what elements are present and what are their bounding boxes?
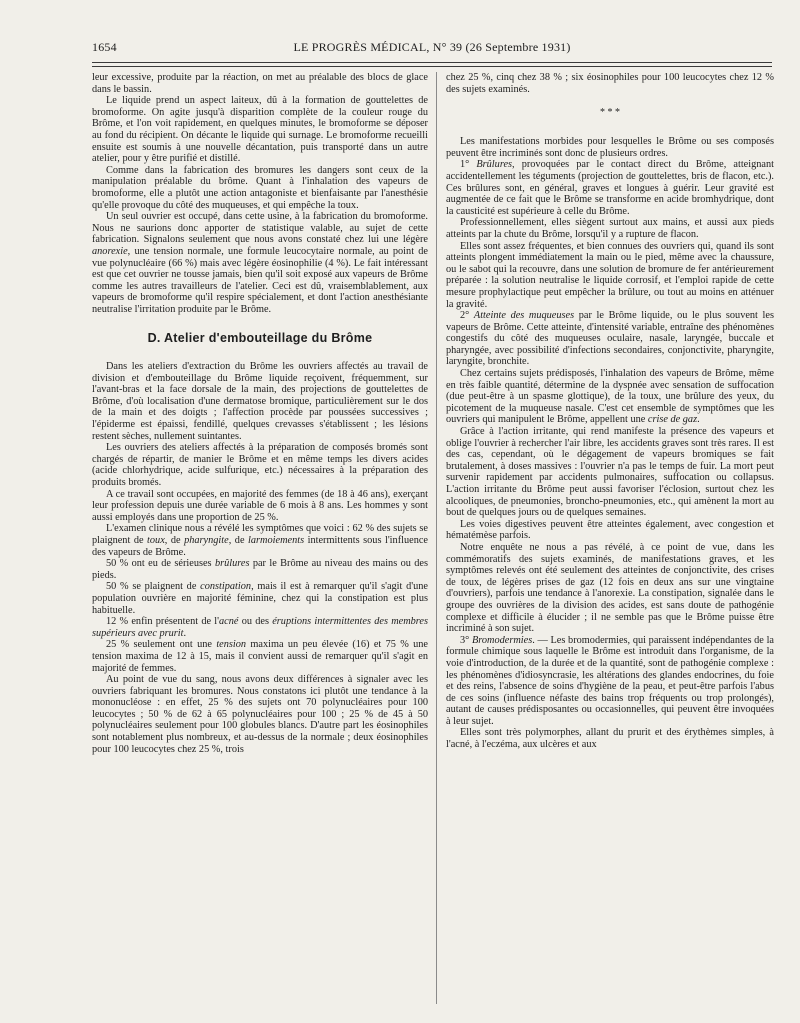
text-run: intermittents sous l'influence des vapeurs de Brôme. [92,534,428,558]
text-run: 50 % se plaignent de [106,581,201,593]
text-run: 25 % seulement ont une [106,639,217,651]
paragraph [92,639,428,674]
italic-term: pharyngite [184,534,229,546]
paragraph [446,368,774,426]
right-column [446,72,774,1004]
text-run: 1° [460,159,477,171]
paragraph [92,558,428,581]
italic-term: anorexie [92,245,128,257]
paragraph [446,159,774,217]
italic-term: tension [216,639,247,651]
paragraph [446,310,774,368]
paragraph: Elles sont très polymorphes, allant du prurit et des érythèmes simples, à l'acné, à l'eczéma, aux ulcères et aux [446,727,774,751]
paragraph [92,523,428,558]
paragraph [92,211,428,315]
paragraph: Le liquide prend un aspect laiteux, dû à la formation de gouttelettes de bromoforme. On agite jusqu'à disparition complète de la couleur rouge du Brôme, et l'on voit rapidement, en quelques minutes, le bromoforme se déposer au fond du récipient. On décante le liquide qui surnage. Le bromoforme recueilli ensuite est soumis à une nouvelle décantation, puis transporté dans un autre atelier, pour y être purifié et distillé. [92,95,428,165]
header-rule-thin [92,66,772,67]
text-run: 12 % enfin présentent de l' [106,616,220,628]
italic-term: Atteinte des muqueuses [473,310,575,322]
text-run: 3° [460,634,472,646]
text-run: par le Brôme liquide, ou le plus souvent les vapeurs de Brôme. Cette atteinte, d'intensité variable, entraîne des phénomènes congestifs du côté des muqueuses oculaire, nasale, laryngée, buccale et pharyngée, avec possibilité d'infections secondaires, conjonctivite, pharyngite, laryngite, bronchite. [446,310,774,368]
text-run: Un seul ouvrier est occupé, dans cette usine, à la fabrication du bromoforme. Nous ne saurions donc apporter de statistique valable, au sujet de cette fabrication. Signalons seulement que nous avons constaté chez lui une légère [92,211,428,246]
paragraph: Les manifestations morbides pour lesquelles le Brôme ou ses composés peuvent être incriminés sont donc de plusieurs ordres. [446,136,774,159]
paragraph: Dans les ateliers d'extraction du Brôme les ouvriers affectés au travail de division et d'embouteillage du Brôme liquide reçoivent, fréquemment, sur l'avant-bras et la face dorsale de la main, des projections de gouttelettes de Brôme, d'où localisation d'une dermatose bromique, particulièrement sur le dos de la main et des doigts ; l'affection procède par poussées successives ; l'épiderme est épaissi, fendillé, quelques crevasses s'établissent ; les lésions restent sèches, nullement suintantes. [92,361,428,442]
paragraph: Professionnellement, elles siègent surtout aux mains, et aussi aux pieds atteints par la chute du Brôme, lorsqu'il y a rupture de flacon. [446,217,774,240]
paragraph: chez 25 %, cinq chez 38 % ; six éosinophiles pour 100 leucocytes chez 12 % des sujets examinés. [446,72,774,95]
paragraph: Au point de vue du sang, nous avons deux différences à signaler avec les ouvriers fabriquant les bromures. Nous constatons ici plutôt une tendance à la mononucléose : en effet, 25 % des sujets ont 70 polynucléaires pour 100 leucocytes ; 50 % de 62 à 65 polynucléaires pour 100 ; 25 % de 45 à 50 polynucléaires seulement pour 100 globules blancs. D'autre part les éosinophiles sont notablement plus nombreux, et au-dessus de la normale ; deux éosinophiles pour 100 leucocytes chez 25 %, trois [92,674,428,755]
paragraph: leur excessive, produite par la réaction, on met au préalable des blocs de glace dans le bassin. [92,72,428,95]
paragraph: Les ouvriers des ateliers affectés à la préparation de composés bromés sont chargés de répartir, de manier le Brôme et en même temps les divers acides (acide chlorhydrique, acide sulfurique, etc.) nécessaires à la préparation des produits bromés. [92,442,428,488]
paragraph: Notre enquête ne nous a pas révélé, à ce point de vue, dans les commémoratifs des sujets examinés, de manifestations graves, et les symptômes relevés ont été seulement des atteintes de conjonctivite, des crises de toux, de légères prises de gaz (12 fois en deux ans sur une vingtaine d'ouvriers), parfois une tendance à l'anorexie. La constipation, signalée dans le groupe des ouvrières de la division des acides, est sans doute de pathogénie complexe et difficile à élucider ; il ne semble pas que le Brôme puisse être incriminé à son sujet. [446,541,774,635]
paragraph [92,616,428,639]
text-run: L'examen clinique nous a révélé les symptômes que voici : 62 % des sujets se plaignent de [92,523,428,546]
page-header [92,40,772,58]
text-run: par le Brôme au niveau des mains ou des pieds. [92,558,428,581]
italic-term: acné [219,616,239,628]
running-title: LE PROGRÈS MÉDICAL, N° 39 (26 Septembre 1931) [293,40,571,54]
section-separator: * * * [600,107,620,119]
paragraph: Elles sont assez fréquentes, et bien connues des ouvriers qui, quand ils sont atteints plongent immédiatement la main ou le pied, même avec la chaussure, ou le sabot qui la recouvre, dans une solution de bromure de fer antérieurement préparée : la solution neutralise le liquide corrosif, et l'emploi rapide de cette mesure prophylactique peut empêcher la brûlure, ou tout au moins en atténuer la gravité. [446,240,774,310]
text-run: 50 % ont eu de sérieuses [106,558,215,570]
italic-term: brûlures [214,558,250,570]
italic-term: Bromodermies [471,634,533,646]
italic-term: crise de gaz [647,414,698,426]
paragraph [92,581,428,616]
paragraph [446,635,774,728]
left-column [92,72,428,1004]
text-run: maxima un peu élevée (16) et 75 % une tension maxima de 12 à 15, mais il convient aussi de remarquer qu'il s'agit en majorité de femmes. [92,639,428,674]
section-heading: D. Atelier d'embouteillage du Brôme [147,331,373,346]
text-run: ou des [238,616,273,628]
text-run: , de [228,534,249,546]
text-run: . — Les bromodermies, qui paraissent indépendantes de la formule chimique sous laquelle le Brôme est introduit dans l'organisme, de la voie d'introduction, de la durée et de la quantité, sont de pathogénie complexe : les phénomènes d'idiosyncrasie, les altérations des glandes endocrines, du foie et des reins, l'absence de soins d'hygiène de la peau, et peut-être parfois l'abus de ces soins (influence néfaste des bains trop fréquents ou trop prolongés), autant de causes prédisposantes ou occasionnelles, qui peuvent être invoquées à leur sujet. [446,634,774,727]
text-run: , provoquées par le contact direct du Brôme, atteignant accidentellement les téguments (projection de gouttelettes, bris de flacon, etc.). Ces brûlures sont, en général, graves et longues à guérir. Leur gravité est augmentée de ce fait que le Brôme se transforme en acide bromhydrique, dont la causticité est supérieure à celle du Brôme. [446,159,774,217]
paragraph: Comme dans la fabrication des bromures les dangers sont ceux de la manipulation préalable du brôme. Quant à l'inhalation des vapeurs de bromoforme, elle a plutôt une action antagoniste et bienfaisante par l'anesthésie qu'elle provoque du côté des muqueuses, et qui empêche la toux. [92,164,428,211]
paragraph: Les voies digestives peuvent être atteintes également, avec congestion et hématémèse parfois. [446,518,774,542]
text-run: , de [164,534,185,546]
text-run: , une tension normale, une formule leucocytaire normale, au point de vue polynucléaire (66 %) mais avec légère éosinophilie (4 %). Le fait intéressant est que cet ouvrier ne tousse jamais, bien qu'il soit exposé aux vapeurs de Brôme comme les autres travailleurs de l'atelier. Ceci est dû, vraisemblablement, aux vapeurs de bromoforme qu'il respire spécialement, et dont l'action anesthésiante neutralise l'irritation produite par le Brôme. [92,245,428,315]
text-run: . [183,627,187,639]
text-run: , mais il est à remarquer qu'il s'agit d'une population ouvrière en majorité féminine, chez qui la constipation est plus habituelle. [92,581,428,616]
text-run: Chez certains sujets prédisposés, l'inhalation des vapeurs de Brôme, même en très faible quantité, détermine de la dyspnée avec sensation de suffocation (due peut-être à un spasme glottique), de la toux, une brûlure des yeux, du picotement de la muqueuse nasale. C'est cet ensemble de symptômes que les ouvriers qui manipulent le Brôme, appellent une [446,368,774,426]
text-run: 2° [460,310,474,322]
text-run: . [697,414,700,426]
italic-term: constipation [200,581,252,593]
paragraph: Grâce à l'action irritante, qui rend manifeste la présence des vapeurs et oblige l'ouvrier à rechercher l'air libre, les accidents graves sont très rares. Il est des cas, cependant, où le dégagement de vapeurs bromiques se fait brutalement, à doses massives : l'ouvrier n'a pas le temps de fuir. La mort peut survenir rapidement par accidents pulmonaires, suffocation ou collapsus. L'action irritante du Brôme peut aussi favoriser l'éclosion, surtout chez les alcooliques, de pneumonies, broncho-pneumonies, etc., qui amènent la mort au bout de quelques jours ou de quelques semaines. [446,426,774,519]
italic-term: toux [147,534,165,546]
page-number: 1654 [92,40,117,54]
italic-term: éruptions intermittentes des membres supérieurs avec prurit [92,616,428,639]
header-rule [92,62,772,63]
italic-term: larmoiements [248,534,305,546]
column-divider [436,72,437,1004]
paragraph: A ce travail sont occupées, en majorité des femmes (de 18 à 46 ans), exerçant leur profession depuis une durée variable de 6 mois à 8 ans. Les hommes y sont aussi employés dans une proportion de 25 %. [92,488,428,523]
italic-term: Brûlures [476,159,513,171]
